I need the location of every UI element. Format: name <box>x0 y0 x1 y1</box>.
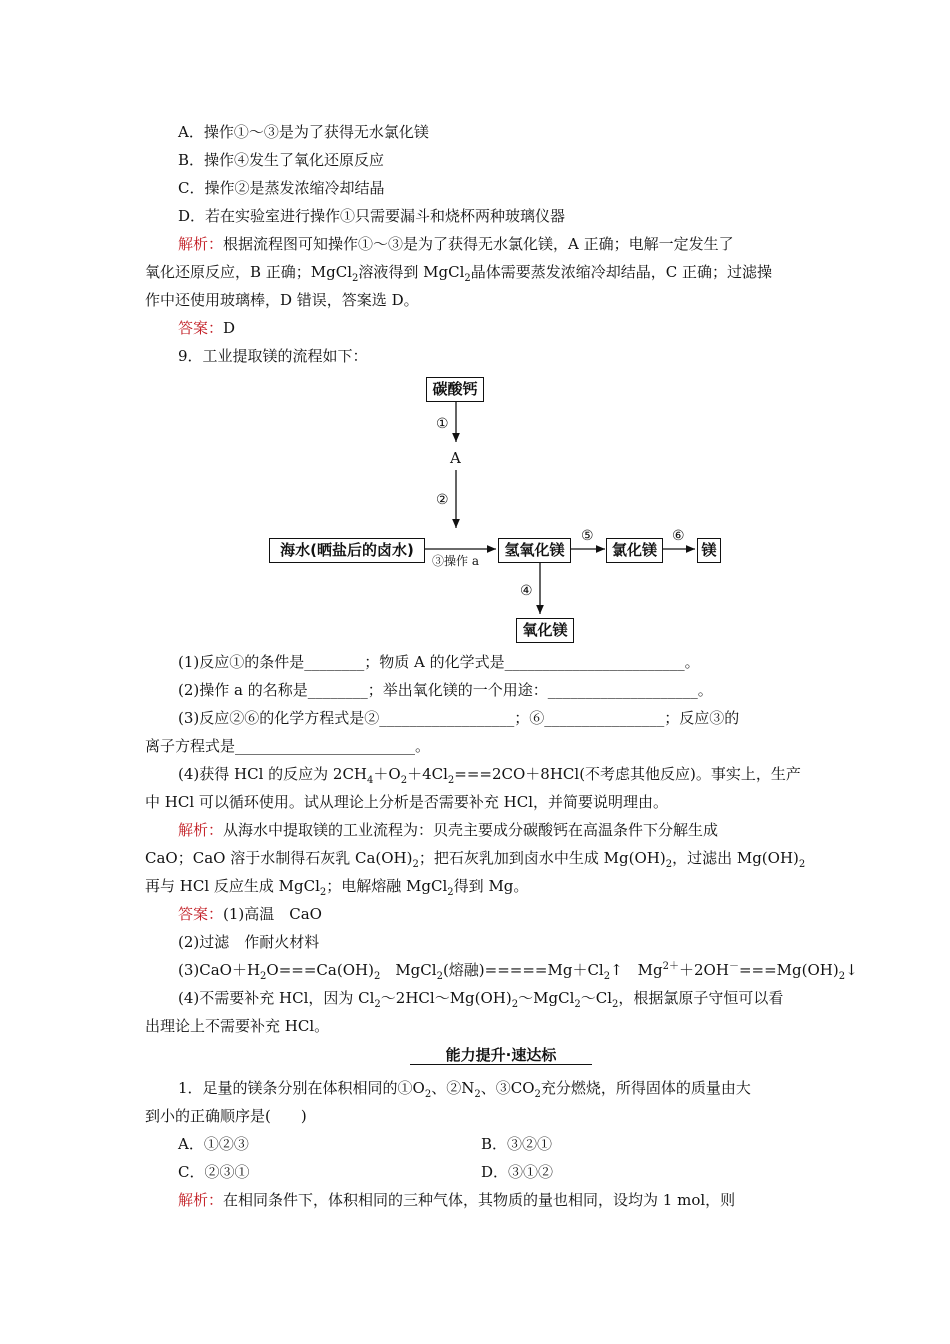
answer-text: ，根据氯原子守恒可以看 <box>618 989 784 1007</box>
answer-label: 答案： <box>178 319 224 337</box>
q9-sub3-line1: (3)反应②⑥的化学方程式是②__________________；⑥________________；反应③的 <box>178 709 740 727</box>
analysis-text: 在相同条件下，体积相同的三种气体，其物质的量也相同，设均为 1 mol，则 <box>223 1191 736 1209</box>
superscript: － <box>728 961 739 972</box>
answer-text: MgCl <box>380 961 437 979</box>
box-magnesium: 镁 <box>697 538 721 563</box>
analysis-label: 解析： <box>178 821 224 839</box>
answer-value: D <box>223 319 236 337</box>
subscript: 2 <box>838 971 846 982</box>
box-magnesium-chloride: 氯化镁 <box>606 538 663 563</box>
analysis-text: ；把石灰乳加到卤水中生成 Mg(OH) <box>418 849 666 867</box>
subscript: 2 <box>319 887 327 898</box>
subscript: 2 <box>447 887 454 898</box>
subscript: 4 <box>367 775 374 786</box>
subscript: 2 <box>798 859 806 870</box>
q9-sub1: (1)反应①的条件是________；物质 A 的化学式是________________________。 <box>178 653 700 671</box>
answer-text: ↑ Mg <box>610 961 663 979</box>
subscript: 2 <box>436 971 443 982</box>
q9-answer-4-line1 <box>178 988 783 1008</box>
q9-answer-1 <box>178 904 322 924</box>
subscript: 2 <box>603 971 611 982</box>
section-title: 能力提升·速达标 <box>445 1046 557 1064</box>
question-text: ===2CO＋8HCl(不考虑其他反应)。事实上，生产 <box>454 765 801 783</box>
q9-stem: 9．工业提取镁的流程如下： <box>178 347 368 365</box>
box-magnesium-oxide: 氧化镁 <box>516 618 574 643</box>
analysis-text: 从海水中提取镁的工业流程为：贝壳主要成分碳酸钙在高温条件下分解生成 <box>223 821 719 839</box>
p1-option-a: A．①②③ <box>178 1135 249 1153</box>
p1-stem-line2: 到小的正确顺序是( ) <box>145 1107 307 1125</box>
p1-analysis-line1 <box>178 1190 735 1210</box>
analysis-text: 根据流程图可知操作①～③是为了获得无水氯化镁，A 正确；电解一定发生了 <box>223 235 734 253</box>
q9-sub4-line2: 中 HCl 可以循环使用。试从理论上分析是否需要补充 HCl，并简要说明理由。 <box>145 793 669 811</box>
step-5-label: ⑤ <box>581 528 594 544</box>
step-6-label: ⑥ <box>672 528 685 544</box>
box-magnesium-hydroxide: 氢氧化镁 <box>498 538 571 563</box>
box-calcium-carbonate: 碳酸钙 <box>426 377 484 402</box>
analysis-text: 溶液得到 MgCl <box>358 263 465 281</box>
answer-text: ===Mg(OH) <box>738 961 839 979</box>
subscript: 2 <box>374 999 381 1010</box>
question-text: 、②N <box>431 1079 475 1097</box>
q9-analysis-line2 <box>145 848 805 868</box>
step-1-label: ① <box>436 416 449 432</box>
subscript: 2 <box>464 273 471 284</box>
question-text: (4)获得 HCl 的反应为 2CH <box>178 765 368 783</box>
step-2-label: ② <box>436 492 449 508</box>
q9-sub4-line1 <box>178 764 801 784</box>
p1-option-c: C．②③① <box>178 1163 250 1181</box>
q8-option-c: C．操作②是蒸发浓缩冷却结晶 <box>178 179 385 197</box>
p1-option-d: D．③①② <box>481 1163 554 1181</box>
q9-sub3-line2: 离子方程式是________________________。 <box>145 737 431 755</box>
answer-text: ～MgCl <box>518 989 575 1007</box>
answer-text: O===Ca(OH) <box>266 961 374 979</box>
subscript: 2 <box>260 971 267 982</box>
q9-sub2: (2)操作 a 的名称是________；举出氧化镁的一个用途：____________________。 <box>178 681 713 699</box>
q9-answer-3 <box>178 960 858 980</box>
analysis-text: ；电解熔融 MgCl <box>326 877 448 895</box>
answer-text: ＋2OH <box>679 961 729 979</box>
box-seawater: 海水(晒盐后的卤水) <box>269 538 425 563</box>
q8-option-a: A．操作①～③是为了获得无水氯化镁 <box>178 123 429 141</box>
answer-text: (4)不需要补充 HCl，因为 Cl <box>178 989 375 1007</box>
q9-answer-4-line2: 出理论上不需要补充 HCl。 <box>145 1017 330 1035</box>
q9-analysis-line3 <box>145 876 528 896</box>
analysis-text: CaO；CaO 溶于水制得石灰乳 Ca(OH) <box>145 849 413 867</box>
superscript: 2＋ <box>662 961 680 972</box>
q9-analysis-line1 <box>178 820 718 840</box>
analysis-label: 解析： <box>178 235 224 253</box>
question-text: 1．足量的镁条分别在体积相同的①O <box>178 1079 425 1097</box>
subscript: 2 <box>400 775 408 786</box>
question-text: ＋4Cl <box>407 765 448 783</box>
analysis-text: 得到 Mg。 <box>453 877 529 895</box>
q8-analysis-line3: 作中还使用玻璃棒，D 错误，答案选 D。 <box>145 291 419 309</box>
answer-text: (3)CaO＋H <box>178 961 261 979</box>
q8-option-d: D．若在实验室进行操作①只需要漏斗和烧杯两种玻璃仪器 <box>178 207 566 225</box>
step-4-label: ④ <box>520 583 533 599</box>
p1-stem-line1 <box>178 1078 751 1098</box>
answer-text: (1)高温 CaO <box>223 905 322 923</box>
subscript: 2 <box>373 971 381 982</box>
answer-text: ～2HCl～Mg(OH) <box>380 989 512 1007</box>
q8-option-b: B．操作④发生了氧化还原反应 <box>178 151 385 169</box>
question-text: ＋O <box>373 765 401 783</box>
subscript: 2 <box>474 1089 481 1100</box>
answer-text: ↓ <box>845 961 858 979</box>
subscript: 2 <box>511 999 519 1010</box>
analysis-text: ，过滤出 Mg(OH) <box>672 849 799 867</box>
subscript: 2 <box>447 775 455 786</box>
analysis-text: 氧化还原反应，B 正确；MgCl <box>145 263 353 281</box>
subscript: 2 <box>574 999 581 1010</box>
question-text: 、③CO <box>480 1079 535 1097</box>
section-title-underline <box>410 1064 592 1065</box>
p1-option-b: B．③②① <box>481 1135 553 1153</box>
subscript: 2 <box>612 999 619 1010</box>
analysis-text: 再与 HCl 反应生成 MgCl <box>145 877 320 895</box>
subscript: 2 <box>534 1089 541 1100</box>
step-3-label: ③操作 a <box>432 554 479 568</box>
subscript: 2 <box>412 859 419 870</box>
answer-text: (熔融)=====Mg＋Cl <box>442 961 604 979</box>
answer-text: ～Cl <box>580 989 613 1007</box>
answer-label: 答案： <box>178 905 224 923</box>
question-text: 充分燃烧，所得固体的质量由大 <box>540 1079 751 1097</box>
analysis-text: 晶体需要蒸发浓缩冷却结晶，C 正确；过滤操 <box>470 263 773 281</box>
subscript: 2 <box>352 273 359 284</box>
subscript: 2 <box>665 859 673 870</box>
analysis-label: 解析： <box>178 1191 224 1209</box>
q9-answer-2: (2)过滤 作耐火材料 <box>178 933 320 951</box>
node-a-label: A <box>450 449 461 467</box>
subscript: 2 <box>424 1089 432 1100</box>
